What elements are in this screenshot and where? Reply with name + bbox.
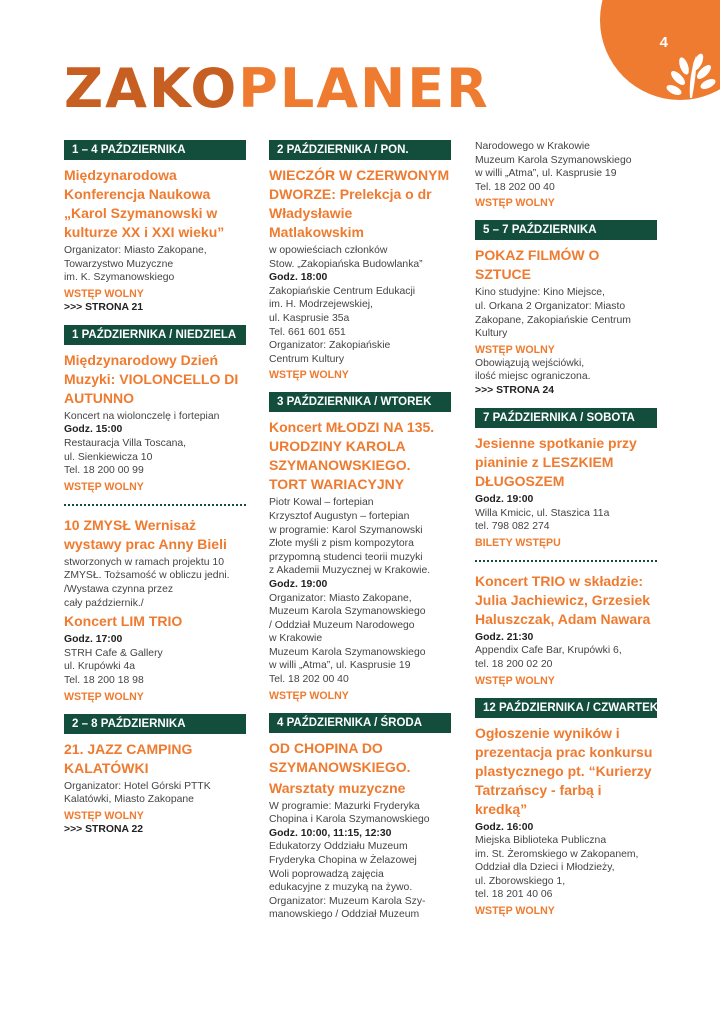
page-ref: >>> STRONA 24 — [475, 384, 555, 396]
event-conference — [64, 166, 246, 315]
event-detail: Narodowego w Krakowie — [475, 141, 590, 152]
date-header: 7 PAŹDZIERNIKA / SOBOTA — [475, 408, 657, 428]
free-entry: WSTĘP WOLNY — [64, 690, 144, 703]
event-title: Jesienne spotkanie przy pianinie z LESZKIEM DŁUGOSZEM — [475, 434, 637, 489]
event-detail: cały październik./ — [64, 597, 144, 609]
event-title: WIECZÓR W CZERWONYM DWORZE: Prelekcja o dr Władysławie Matlakowskim — [269, 167, 450, 240]
event-title: Koncert MŁODZI NA 135. URODZINY KAROLA SZYMANOWSKIEGO. TORT WARIACYJNY — [269, 419, 435, 493]
event-time: Godz. 15:00 — [64, 424, 123, 436]
free-entry: WSTĘP WOLNY — [64, 480, 144, 493]
event-detail: w willi „Atma”, ul. Kasprusie 19 — [269, 660, 411, 672]
event-detail: STRH Cafe & Gallery — [64, 647, 163, 659]
event-detail: przypomną studenci teorii muzyki — [269, 551, 423, 563]
event-continuation — [475, 140, 657, 210]
event-detail: / Oddział Muzeum Narodowego — [269, 619, 415, 631]
event-time: Godz. 18:00 — [269, 272, 328, 284]
event-detail: ul. Krupówki 4a — [64, 661, 136, 673]
event-detail: Organizator: Hotel Górski PTTK — [64, 780, 211, 792]
event-concert-mlodzi — [269, 418, 451, 702]
free-entry: WSTĘP WOLNY — [475, 674, 555, 687]
event-piano — [475, 434, 657, 550]
event-detail: im. K. Szymanowskiego — [64, 272, 175, 284]
date-header: 5 – 7 PAŹDZIERNIKA — [475, 220, 657, 240]
event-title: Ogłoszenie wyników i prezentacja prac konkursu plastycznego pt. “Kurierzy Tatrzańscy - farbą i kredką” — [475, 724, 653, 817]
event-detail: Krzysztof Augustyn – fortepian — [269, 510, 410, 522]
free-entry: WSTĘP WOLNY — [269, 369, 349, 382]
event-title: 21. JAZZ CAMPING KALATÓWKI — [64, 740, 193, 776]
free-entry: WSTĘP WOLNY — [475, 197, 555, 210]
dotted-separator — [64, 504, 246, 508]
event-title: OD CHOPINA DO SZYMANOWSKIEGO. — [269, 739, 411, 775]
event-detail: Restauracja Villa Toscana, — [64, 437, 187, 449]
event-detail: im. St. Żeromskiego w Zakopanem, — [475, 848, 639, 860]
event-time: Godz. 19:00 — [269, 578, 328, 590]
event-detail: W programie: Mazurki Fryderyka — [269, 800, 420, 812]
event-title: 10 ZMYSŁ Wernisaż wystawy prac Anny Bieli — [64, 516, 227, 552]
event-detail: Muzeum Karola Szymanowskiego — [269, 606, 426, 618]
event-detail: w programie: Karol Szymanowski — [269, 524, 423, 536]
event-time: Godz. 21:30 — [475, 631, 534, 643]
event-time: Godz. 16:00 — [475, 821, 534, 833]
event-jazz — [64, 740, 246, 837]
event-detail: Kalatówki, Miasto Zakopane — [64, 794, 194, 806]
event-detail: Złote myśli z pism kompozytora — [269, 538, 414, 550]
tickets-label: BILETY WSTĘPU — [475, 536, 561, 549]
free-entry: WSTĘP WOLNY — [64, 287, 144, 300]
column-3 — [475, 140, 657, 928]
event-detail: tel. 798 082 274 — [475, 521, 550, 533]
event-detail: Chopina i Karola Szymanowskiego — [269, 814, 430, 826]
date-header: 2 PAŹDZIERNIKA / PON. — [269, 140, 451, 160]
event-time: Godz. 17:00 — [64, 634, 123, 646]
event-vernissage — [64, 516, 246, 704]
event-detail: Zakopiańskie Centrum Edukacji — [269, 285, 416, 297]
event-detail: Centrum Kultury — [269, 353, 345, 365]
event-subtitle: Warsztaty muzyczne — [269, 779, 406, 796]
date-header: 4 PAŹDZIERNIKA / ŚRODA — [269, 713, 451, 733]
event-detail: Koncert na wiolonczelę i fortepian — [64, 410, 220, 422]
event-detail: Appendix Cafe Bar, Krupówki 6, — [475, 645, 622, 657]
event-title: Międzynarodowa Konferencja Naukowa „Karol Szymanowski w kulturze XX i XXI wieku” — [64, 167, 225, 240]
event-detail: ul. Orkana 2 Organizator: Miasto — [475, 300, 626, 312]
event-detail: Piotr Kowal – fortepian — [269, 497, 374, 509]
event-detail: tel. 18 201 40 06 — [475, 889, 553, 901]
free-entry: WSTĘP WOLNY — [475, 343, 555, 356]
event-detail: Obowiązują wejściówki, — [475, 357, 585, 369]
free-entry: WSTĘP WOLNY — [269, 689, 349, 702]
event-detail: Zakopane, Zakopiańskie Centrum — [475, 314, 631, 326]
event-detail: w willi „Atma”, ul. Kasprusie 19 — [475, 168, 617, 180]
dotted-separator — [475, 560, 657, 564]
event-detail: edukacyjne z muzyką na żywo. — [269, 882, 413, 894]
event-title: Międzynarodowy Dzień Muzyki: VIOLONCELLO DI AUTUNNO — [64, 351, 239, 406]
event-music-day — [64, 351, 246, 494]
event-detail: w opowieściach członków — [269, 245, 388, 256]
event-title: POKAZ FILMÓW O SZTUCE — [475, 247, 600, 283]
event-trio — [475, 572, 657, 688]
event-detail: Kino studyjne: Kino Miejsce, — [475, 287, 605, 299]
event-detail: Muzeum Karola Szymanowskiego — [269, 646, 426, 658]
date-header: 1 PAŹDZIERNIKA / NIEDZIELA — [64, 325, 246, 345]
event-detail: ul. Kasprusie 35a — [269, 312, 350, 324]
page-ref: >>> STRONA 22 — [64, 823, 144, 835]
event-detail: Organizator: Miasto Zakopane, — [64, 245, 207, 256]
wheat-icon — [660, 48, 716, 100]
event-detail: Tel. 18 202 00 40 — [475, 181, 555, 193]
event-time: Godz. 10:00, 11:15, 12:30 — [269, 827, 392, 839]
event-detail: Tel. 18 200 00 99 — [64, 465, 144, 477]
event-detail: ul. Zborowskiego 1, — [475, 875, 566, 887]
event-detail: ilość miejsc ograniczona. — [475, 371, 591, 383]
event-detail: /Wystawa czynna przez — [64, 583, 174, 595]
event-detail: Tel. 18 200 18 98 — [64, 674, 144, 686]
date-header: 3 PAŹDZIERNIKA / WTOREK — [269, 392, 451, 412]
event-chopin — [269, 739, 451, 922]
free-entry: WSTĘP WOLNY — [64, 809, 144, 822]
event-detail: Kultury — [475, 328, 508, 340]
event-detail: Willa Kmicic, ul. Staszica 11a — [475, 507, 610, 519]
event-detail: Miejska Biblioteka Publiczna — [475, 835, 607, 847]
page-ref: >>> STRONA 21 — [64, 301, 144, 313]
event-evening — [269, 166, 451, 382]
event-detail: Towarzystwo Muzyczne — [64, 258, 174, 270]
event-detail: Oddział dla Dzieci i Młodzieży, — [475, 862, 615, 874]
page-number: 4 — [659, 34, 668, 51]
event-detail: ZMYSŁ. Tożsamość w obliczu jedni. — [64, 570, 230, 582]
event-detail: Organizator: Miasto Zakopane, — [269, 592, 412, 604]
event-detail: Organizator: Muzeum Karola Szy- — [269, 895, 426, 907]
free-entry: WSTĘP WOLNY — [475, 905, 555, 918]
event-detail: manowskiego / Oddział Muzeum — [269, 909, 420, 921]
event-films — [475, 246, 657, 398]
event-detail: im. H. Modrzejewskiej, — [269, 299, 373, 311]
event-detail: Tel. 18 202 00 40 — [269, 674, 349, 686]
event-detail: Organizator: Zakopiańskie — [269, 340, 391, 352]
event-detail: Woli poprowadzą zajęcia — [269, 868, 384, 880]
zakoplaner-logo: ZAKOPLANER — [64, 57, 490, 120]
date-header: 12 PAŹDZIERNIKA / CZWARTEK — [475, 698, 657, 718]
event-detail: Fryderyka Chopina w Żelazowej — [269, 855, 417, 867]
event-title: Koncert TRIO w składzie: Julia Jachiewicz, Grzesiek Haluszczak, Adam Nawara — [475, 572, 651, 627]
event-detail: ul. Sienkiewicza 10 — [64, 451, 153, 463]
event-detail: w Krakowie — [269, 633, 323, 645]
event-detail: Edukatorzy Oddziału Muzeum — [269, 841, 408, 853]
event-detail: Muzeum Karola Szymanowskiego — [475, 154, 632, 166]
event-detail: z Akademii Muzycznej w Krakowie. — [269, 565, 431, 577]
event-detail: stworzonych w ramach projektu 10 — [64, 556, 224, 568]
column-1 — [64, 140, 246, 847]
event-detail: Tel. 661 601 651 — [269, 326, 346, 338]
date-header: 2 – 8 PAŹDZIERNIKA — [64, 714, 246, 734]
event-detail: Stow. „Zakopiańska Budowlanka” — [269, 258, 423, 270]
column-2 — [269, 140, 451, 932]
date-header: 1 – 4 PAŹDZIERNIKA — [64, 140, 246, 160]
event-time: Godz. 19:00 — [475, 493, 534, 505]
event-detail: tel. 18 200 02 20 — [475, 658, 553, 670]
event-title: Koncert LIM TRIO — [64, 613, 183, 630]
event-contest — [475, 724, 657, 919]
